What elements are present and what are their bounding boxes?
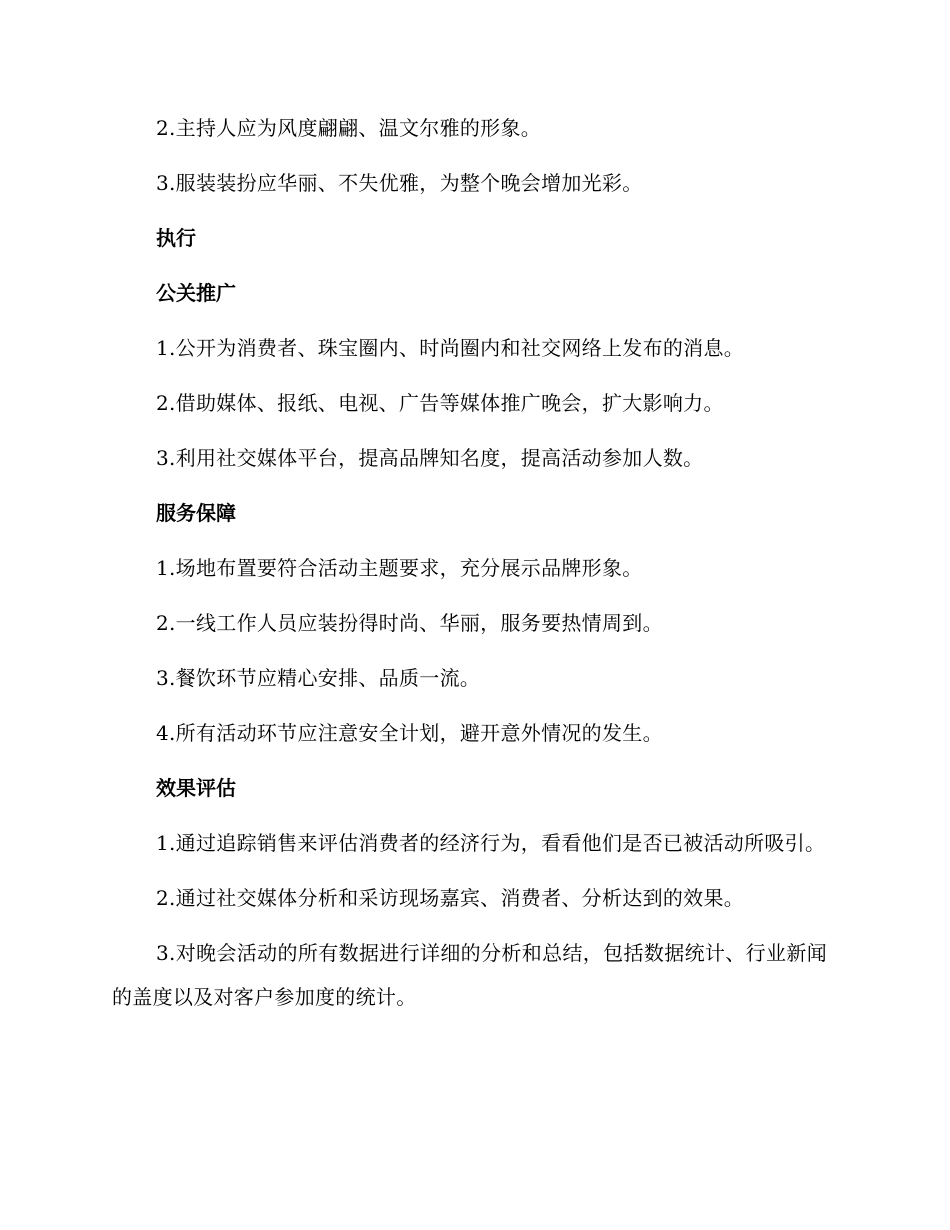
paragraph-eval-2: 2.通过社交媒体分析和采访现场嘉宾、消费者、分析达到的效果。 [156,886,745,910]
paragraph-eval-1: 1.通过追踪销售来评估消费者的经济行为，看看他们是否已被活动所吸引。 [156,831,826,855]
section-heading-execution: 执行 [156,226,196,250]
section-heading-service: 服务保障 [156,501,236,525]
paragraph-service-1: 1.场地布置要符合活动主题要求，充分展示品牌形象。 [156,556,643,580]
paragraph-eval-3: 3.对晚会活动的所有数据进行详细的分析和总结，包括数据统计、行业新闻的盖度以及对客户参加度的统计。 [112,941,827,1009]
paragraph-service-2: 2.一线工作人员应装扮得时尚、华丽，服务要热情周到。 [156,611,663,635]
paragraph-pr-2: 2.借助媒体、报纸、电视、广告等媒体推广晚会，扩大影响力。 [156,391,724,415]
paragraph-costume: 3.服装装扮应华丽、不失优雅，为整个晚会增加光彩。 [156,171,643,195]
paragraph-pr-3: 3.利用社交媒体平台，提高品牌知名度，提高活动参加人数。 [156,446,704,470]
paragraph-pr-1: 1.公开为消费者、珠宝圈内、时尚圈内和社交网络上发布的消息。 [156,336,745,360]
section-heading-pr: 公关推广 [156,281,236,305]
paragraph-service-4: 4.所有活动环节应注意安全计划，避开意外情况的发生。 [156,721,663,745]
paragraph-host-image: 2.主持人应为风度翩翩、温文尔雅的形象。 [156,116,542,140]
section-heading-evaluation: 效果评估 [156,776,236,800]
paragraph-service-3: 3.餐饮环节应精心安排、品质一流。 [156,666,481,690]
document-body [112,106,827,1030]
